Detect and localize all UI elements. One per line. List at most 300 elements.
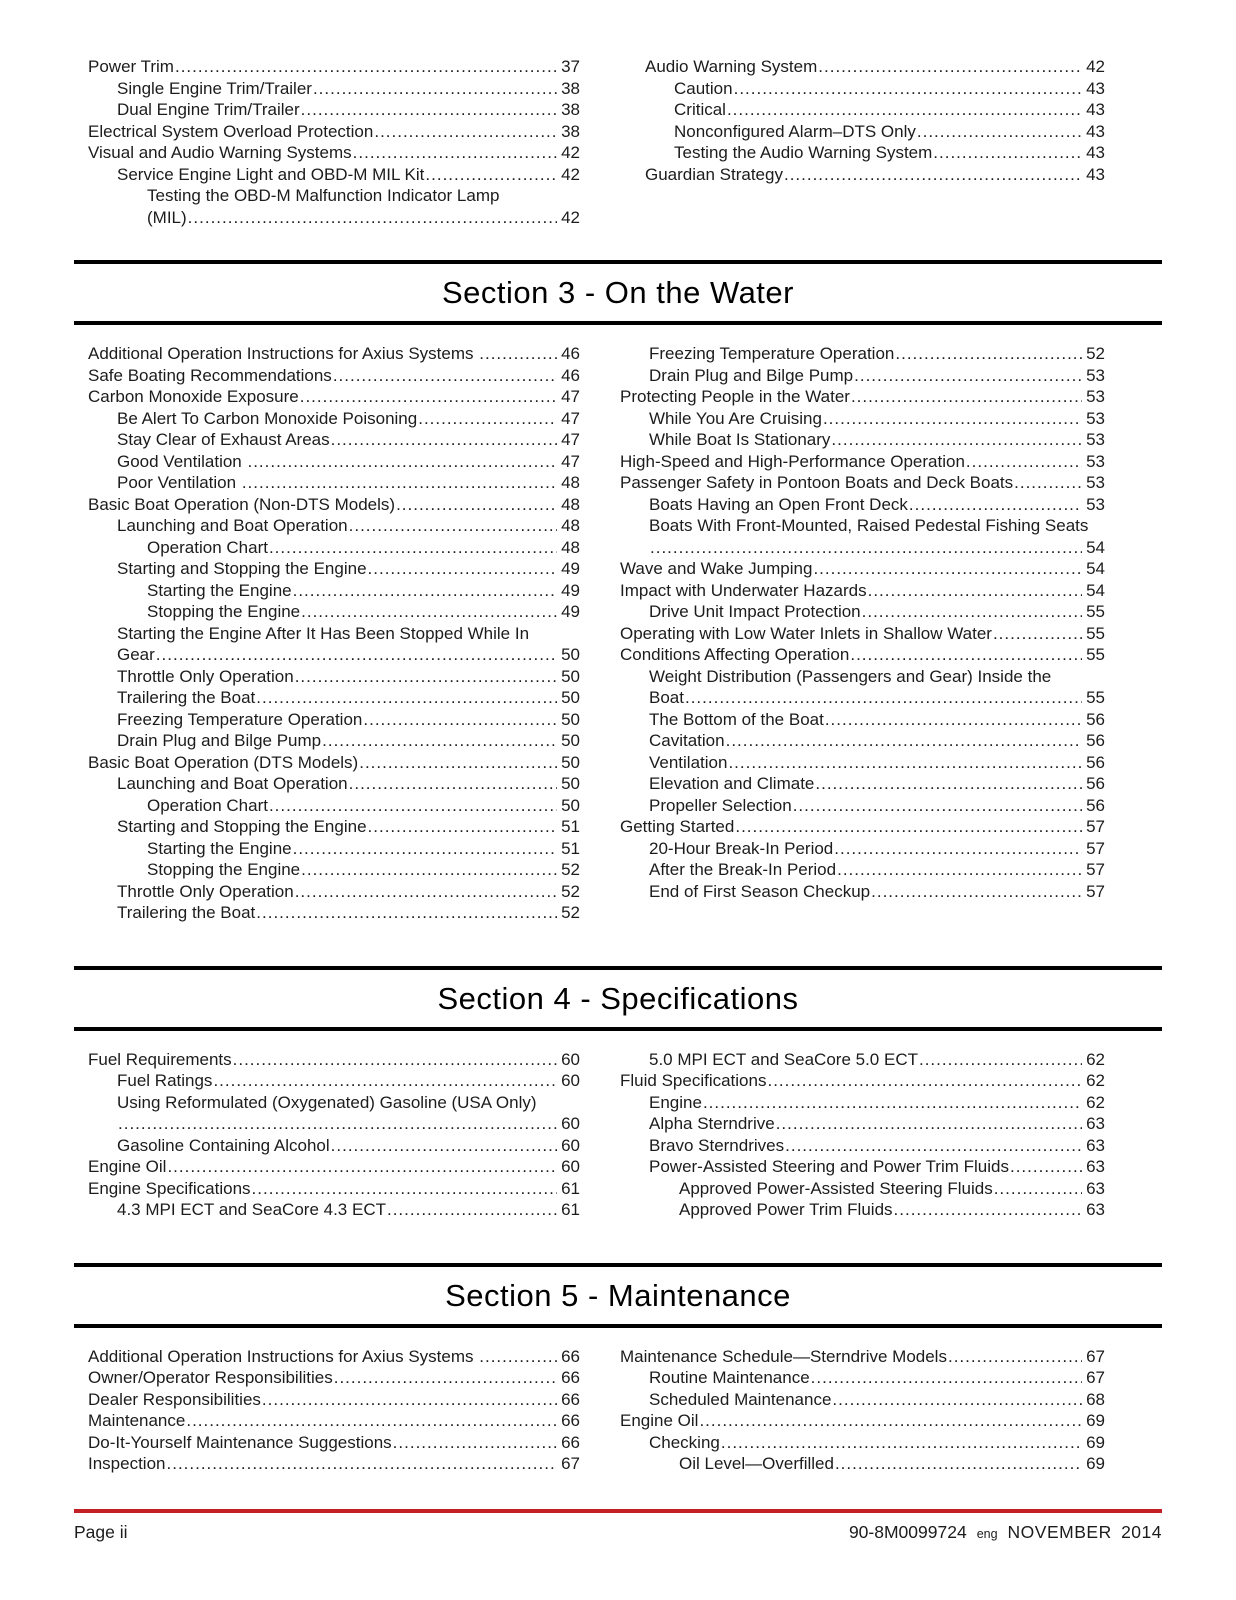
toc-dot-leader [767, 1070, 1082, 1092]
toc-entry-page-number: 57 [1086, 860, 1105, 879]
toc-entry-page-number: 51 [561, 817, 580, 836]
toc-entry-page-number: 53 [1086, 451, 1105, 471]
toc-dot-leader [349, 773, 557, 795]
toc-entry-page-number: 63 [1086, 1135, 1105, 1155]
toc-columns [74, 1346, 1162, 1475]
toc-entry-page-number: 42 [561, 207, 580, 227]
toc-entry-title: Oil Level—Overfilled [679, 1454, 834, 1473]
toc-entry [620, 472, 1105, 494]
toc-entry [88, 365, 580, 387]
toc-entry-page-number: 53 [1086, 494, 1105, 514]
toc-entry [88, 580, 580, 602]
toc-entry [88, 515, 580, 537]
toc-dot-leader [479, 343, 557, 365]
toc-entry-title: Starting the Engine After It Has Been Stopped While In [117, 623, 530, 643]
toc-entry [620, 515, 1105, 537]
toc-entry-page-number: 50 [561, 752, 580, 772]
toc-dot-leader [818, 56, 1082, 78]
toc-entry-title: Power-Assisted Steering and Power Trim Fluids [649, 1157, 1009, 1176]
toc-entry-title: Testing the Audio Warning System [674, 143, 933, 162]
toc-entry-page-number: 53 [1086, 365, 1105, 385]
toc-dot-leader [868, 580, 1082, 602]
toc-dot-leader [854, 365, 1082, 387]
toc-entry-page-number: 50 [561, 731, 580, 750]
toc-entry-title: Boats Having an Open Front Deck [649, 494, 908, 514]
toc-entry-page-number: 55 [1086, 602, 1105, 621]
toc-entry [620, 343, 1105, 365]
toc-entry [620, 365, 1105, 387]
toc-entry-page-number: 56 [1086, 731, 1105, 750]
toc-dot-leader [1014, 472, 1082, 494]
toc-entry-title: Engine Specifications [88, 1178, 251, 1198]
toc-entry-page-number: 42 [561, 164, 580, 184]
toc-entry [88, 666, 580, 688]
footer-page-label: Page ii [74, 1522, 128, 1542]
toc-entry-page-number: 66 [561, 1389, 580, 1409]
toc-entry-page-number: 37 [561, 57, 580, 76]
toc-entry [88, 185, 580, 207]
toc-entry-title: Dual Engine Trim/Trailer [117, 100, 300, 119]
toc-entry [88, 1410, 580, 1432]
footer-rule [74, 1509, 1162, 1513]
toc-entry-title: Passenger Safety in Pontoon Boats and Deck Boats [620, 473, 1014, 492]
toc-entry-title: Impact with Underwater Hazards [620, 580, 867, 600]
toc-entry-page-number: 49 [561, 580, 580, 600]
toc-dot-leader [837, 859, 1082, 881]
toc-dot-leader [213, 1070, 557, 1092]
toc-entry-page-number: 57 [1086, 817, 1105, 836]
toc-dot-leader [349, 515, 557, 537]
toc-entry-page-number: 47 [561, 408, 580, 428]
toc-dot-leader [269, 795, 557, 817]
toc-dot-leader [815, 773, 1082, 795]
toc-entry [620, 1156, 1105, 1178]
toc-entry-page-number: 60 [561, 1135, 580, 1155]
toc-dot-leader [895, 343, 1082, 365]
toc-entry-page-number: 55 [1086, 623, 1105, 643]
toc-entry [88, 1113, 580, 1135]
toc-dot-leader [862, 601, 1082, 623]
toc-entry-title: Alpha Sterndrive [649, 1114, 775, 1133]
toc-entry-title: Additional Operation Instructions for Axius Systems [88, 344, 479, 363]
toc-entry [620, 666, 1105, 688]
toc-entry-title: Using Reformulated (Oxygenated) Gasoline (USA Only) [117, 1092, 537, 1112]
toc-entry-page-number: 57 [1086, 881, 1105, 901]
toc-entry-page-number: 43 [1086, 164, 1105, 184]
toc-entry-title: Basic Boat Operation (DTS Models) [88, 752, 359, 772]
toc-dot-leader [167, 1453, 558, 1475]
toc-column-left [88, 1346, 580, 1475]
toc-entry [620, 558, 1105, 580]
toc-entry [88, 142, 580, 164]
toc-dot-leader [734, 78, 1082, 100]
toc-dot-leader [650, 537, 1082, 559]
toc-entry-page-number: 38 [561, 121, 580, 141]
toc-entry [645, 142, 1105, 164]
toc-entry-title: Engine [649, 1092, 702, 1112]
toc-dot-leader [186, 1410, 557, 1432]
toc-entry-title: Fuel Requirements [88, 1049, 232, 1069]
toc-entry-title: Starting the Engine [147, 580, 292, 600]
toc-entry-title: Drain Plug and Bilge Pump [649, 365, 854, 385]
toc-entry [88, 859, 580, 881]
toc-entry [88, 1432, 580, 1454]
toc-entry-page-number: 67 [1086, 1368, 1105, 1387]
toc-dot-leader [175, 56, 557, 78]
toc-dot-leader [966, 451, 1082, 473]
toc-entry [645, 56, 1105, 78]
toc-entry [88, 429, 580, 451]
toc-dot-leader [301, 859, 557, 881]
toc-entry-title: Cavitation [649, 731, 725, 750]
toc-dot-leader [919, 1049, 1082, 1071]
toc-entry [88, 1135, 580, 1157]
toc-dot-leader [776, 1113, 1082, 1135]
toc-entry-page-number: 56 [1086, 795, 1105, 815]
toc-entry [620, 1410, 1105, 1432]
toc-entry-title: Gear [117, 645, 155, 664]
toc-dot-leader [850, 644, 1082, 666]
section-title: Section 4 - Specifications [437, 980, 799, 1016]
toc-dot-leader [333, 365, 557, 387]
toc-dot-leader [368, 816, 558, 838]
toc-entry [620, 451, 1105, 473]
toc-dot-leader [331, 429, 557, 451]
toc-entry [620, 644, 1105, 666]
toc-entry [88, 1070, 580, 1092]
toc-dot-leader [293, 580, 557, 602]
toc-dot-leader [917, 121, 1082, 143]
toc-entry [645, 78, 1105, 100]
toc-entry-page-number: 69 [1086, 1432, 1105, 1452]
toc-entry [645, 164, 1105, 186]
toc-entry [620, 752, 1105, 774]
toc-dot-leader [118, 1113, 557, 1135]
toc-entry-page-number: 56 [1086, 752, 1105, 772]
footer-doc-number: 90-8M0099724 [848, 1522, 967, 1542]
toc-entry-title: Weight Distribution (Passengers and Gear) Inside the [649, 666, 1052, 686]
toc-dot-leader [301, 99, 557, 121]
section-rule-bottom [74, 321, 1162, 325]
toc-entry-title: Fuel Ratings [117, 1071, 213, 1090]
toc-entry-page-number: 53 [1086, 408, 1105, 428]
toc-entry [620, 580, 1105, 602]
toc-dot-leader [479, 1346, 557, 1368]
toc-entry-page-number: 66 [561, 1411, 580, 1430]
toc-entry-title: Engine Oil [620, 1411, 699, 1430]
toc-entry-page-number: 63 [1086, 1114, 1105, 1133]
toc-entry-title: Engine Oil [88, 1157, 167, 1176]
toc-entry [620, 816, 1105, 838]
toc-entry-page-number: 60 [561, 1114, 580, 1133]
toc-entry-page-number: 43 [1086, 100, 1105, 119]
toc-entry [88, 795, 580, 817]
toc-entry-title: Approved Power Trim Fluids [679, 1200, 893, 1219]
toc-entry-page-number: 61 [561, 1200, 580, 1219]
toc-entry-title: Inspection [88, 1454, 166, 1473]
toc-entry-page-number: 42 [561, 143, 580, 162]
toc-entry-title: Single Engine Trim/Trailer [117, 78, 312, 98]
toc-dot-leader [823, 408, 1082, 430]
toc-entry-page-number: 63 [1086, 1200, 1105, 1219]
toc-entry-page-number: 67 [561, 1454, 580, 1473]
toc-entry-page-number: 52 [561, 881, 580, 901]
toc-entry-title: Bravo Sterndrives [649, 1135, 785, 1155]
toc-column-left [88, 56, 580, 228]
toc-dot-leader [825, 709, 1082, 731]
toc-entry [88, 343, 580, 365]
toc-entry-title: Critical [674, 100, 726, 119]
toc-entry [88, 902, 580, 924]
toc-dot-leader [933, 142, 1082, 164]
toc-entry-page-number: 52 [1086, 344, 1105, 363]
toc-entry [88, 207, 580, 229]
toc-dot-leader [256, 687, 557, 709]
toc-entry-title: Starting the Engine [147, 838, 292, 858]
toc-entry-title: Ventilation [649, 752, 728, 772]
toc-dot-leader [300, 386, 557, 408]
toc-entry-page-number: 48 [561, 516, 580, 535]
toc-entry-title: Service Engine Light and OBD-M MIL Kit [117, 164, 425, 184]
toc-entry [620, 881, 1105, 903]
toc-entry-title: Approved Power-Assisted Steering Fluids [679, 1178, 993, 1198]
toc-entry [88, 472, 580, 494]
toc-dot-leader [726, 730, 1082, 752]
toc-dot-leader [948, 1346, 1082, 1368]
toc-entry-title: Drive Unit Impact Protection [649, 602, 861, 621]
toc-entry-title: Freezing Temperature Operation [649, 344, 895, 363]
toc-entry-page-number: 54 [1086, 559, 1105, 578]
toc-dot-leader [418, 408, 557, 430]
toc-dot-leader [909, 494, 1082, 516]
toc-dot-leader [313, 78, 557, 100]
toc-entry [88, 816, 580, 838]
toc-entry-title: 20-Hour Break-In Period [649, 838, 834, 858]
toc-entry-title: Good Ventilation [117, 451, 247, 471]
toc-entry-page-number: 55 [1086, 688, 1105, 707]
toc-dot-leader [368, 558, 558, 580]
toc-entry-page-number: 47 [561, 451, 580, 471]
toc-dot-leader [262, 1389, 557, 1411]
toc-entry [620, 773, 1105, 795]
toc-entry-page-number: 50 [561, 645, 580, 664]
toc-entry [620, 1432, 1105, 1454]
toc-entry [620, 795, 1105, 817]
toc-entry [88, 601, 580, 623]
toc-entry-page-number: 43 [1086, 121, 1105, 141]
toc-entry-title: Elevation and Climate [649, 774, 815, 793]
toc-entry-page-number: 38 [561, 78, 580, 98]
toc-entry-title: Routine Maintenance [649, 1368, 810, 1387]
toc-entry-title: Owner/Operator Responsibilities [88, 1368, 333, 1387]
toc-entry-title: Safe Boating Recommendations [88, 365, 332, 385]
section-rule-bottom [74, 1324, 1162, 1328]
toc-entry-title: Operating with Low Water Inlets in Shallow Water [620, 623, 992, 643]
toc-entry [88, 687, 580, 709]
footer-date: NOVEMBER 2014 [1007, 1522, 1162, 1542]
toc-column-right [620, 343, 1105, 924]
toc-entry-title: Power Trim [88, 57, 174, 76]
toc-entry-title: After the Break-In Period [649, 860, 837, 879]
toc-entry [620, 1113, 1105, 1135]
toc-entry-title: Dealer Responsibilities [88, 1389, 261, 1409]
toc-dot-leader [269, 537, 557, 559]
toc-dot-leader [832, 1389, 1082, 1411]
toc-entry [88, 537, 580, 559]
toc-entry-page-number: 62 [1086, 1092, 1105, 1112]
toc-entry [620, 859, 1105, 881]
toc-dot-leader [785, 1135, 1082, 1157]
toc-entry [88, 709, 580, 731]
section-title: Section 5 - Maintenance [445, 1277, 791, 1313]
toc-dot-leader [353, 142, 557, 164]
toc-entry-title: 5.0 MPI ECT and SeaCore 5.0 ECT [649, 1049, 918, 1069]
toc-columns [74, 1049, 1162, 1221]
toc-dot-leader [252, 1178, 558, 1200]
toc-entry-title: Additional Operation Instructions for Axius Systems [88, 1346, 479, 1366]
toc-dot-leader [685, 687, 1082, 709]
toc-entry [645, 121, 1105, 143]
toc-entry [620, 1135, 1105, 1157]
toc-entry [88, 1049, 580, 1071]
toc-entry-page-number: 60 [561, 1157, 580, 1176]
toc-entry-title: Carbon Monoxide Exposure [88, 387, 299, 406]
toc-entry-page-number: 62 [1086, 1071, 1105, 1090]
toc-entry-title: High-Speed and High-Performance Operation [620, 451, 965, 471]
toc-entry [88, 1346, 580, 1368]
toc-entry [88, 56, 580, 78]
toc-dot-leader [813, 558, 1082, 580]
toc-entry-title: Scheduled Maintenance [649, 1389, 832, 1409]
toc-entry-title: Freezing Temperature Operation [117, 709, 363, 729]
toc-dot-leader [242, 472, 557, 494]
toc-entry-title: Be Alert To Carbon Monoxide Poisoning [117, 408, 418, 428]
toc-column-left [88, 1049, 580, 1221]
toc-entry [620, 1178, 1105, 1200]
toc-entry-page-number: 54 [1086, 537, 1105, 557]
toc-entry-page-number: 56 [1086, 709, 1105, 729]
toc-dot-leader [256, 902, 557, 924]
toc-entry-title: Launching and Boat Operation [117, 774, 348, 793]
toc-column-right [620, 1049, 1105, 1221]
toc-dot-leader [894, 1199, 1083, 1221]
toc-entry [620, 1070, 1105, 1092]
toc-entry-page-number: 50 [561, 666, 580, 686]
toc-dot-leader [331, 1135, 557, 1157]
toc-dot-leader [295, 666, 557, 688]
toc-column-left [88, 343, 580, 924]
toc-dot-leader [301, 601, 557, 623]
toc-entry-title: (MIL) [147, 207, 187, 227]
toc-dot-leader [334, 1367, 557, 1389]
toc-entry [88, 752, 580, 774]
toc-entry-title: Fluid Specifications [620, 1071, 767, 1090]
toc-dot-leader [425, 164, 557, 186]
toc-dot-leader [322, 730, 557, 752]
toc-entry-page-number: 46 [561, 344, 580, 363]
toc-entry-page-number: 62 [1086, 1049, 1105, 1069]
toc-entry [88, 408, 580, 430]
toc-entry-title: While You Are Cruising [649, 408, 822, 428]
toc-entry-title: Visual and Audio Warning Systems [88, 143, 352, 162]
toc-entry-title: Operation Chart [147, 795, 268, 815]
toc-columns [74, 343, 1162, 924]
toc-entry-page-number: 43 [1086, 78, 1105, 98]
toc-entry-title: Poor Ventilation [117, 473, 241, 492]
toc-dot-leader [1010, 1156, 1082, 1178]
toc-entry [620, 623, 1105, 645]
toc-entry-page-number: 66 [561, 1346, 580, 1366]
toc-entry-page-number: 61 [561, 1178, 580, 1198]
toc-entry-page-number: 63 [1086, 1178, 1105, 1198]
toc-entry-title: Starting and Stopping the Engine [117, 817, 367, 836]
toc-entry [88, 623, 580, 645]
toc-entry-page-number: 54 [1086, 580, 1105, 600]
toc-entry-page-number: 48 [561, 537, 580, 557]
footer-language-code: eng [976, 1527, 998, 1541]
toc-dot-leader [871, 881, 1082, 903]
toc-dot-leader [727, 99, 1082, 121]
toc-entry-page-number: 66 [561, 1432, 580, 1452]
toc-entry [620, 709, 1105, 731]
toc-entry-title: Protecting People in the Water [620, 387, 850, 406]
toc-entry-title: The Bottom of the Boat [649, 709, 824, 729]
toc-entry-title: Checking [649, 1432, 720, 1452]
toc-entry [620, 1389, 1105, 1411]
toc-entry [88, 121, 580, 143]
section-rule-bottom [74, 1027, 1162, 1031]
toc-dot-leader [834, 838, 1082, 860]
toc-entry-page-number: 49 [561, 602, 580, 621]
toc-entry-title: Nonconfigured Alarm–DTS Only [674, 121, 916, 141]
toc-dot-leader [167, 1156, 557, 1178]
toc-entry [620, 1092, 1105, 1114]
toc-entry-title: Drain Plug and Bilge Pump [117, 731, 322, 750]
toc-entry-title: Testing the OBD-M Malfunction Indicator Lamp [147, 186, 500, 205]
toc-dot-leader [721, 1432, 1082, 1454]
toc-entry-page-number: 68 [1086, 1389, 1105, 1409]
toc-entry-title: Electrical System Overload Protection [88, 121, 374, 141]
toc-entry [620, 429, 1105, 451]
toc-entry [645, 99, 1105, 121]
toc-dot-leader [247, 451, 557, 473]
toc-entry-title: Propeller Selection [649, 795, 792, 815]
toc-entry-title: 4.3 MPI ECT and SeaCore 4.3 ECT [117, 1200, 386, 1219]
toc-entry [88, 558, 580, 580]
toc-entry-title: Gasoline Containing Alcohol [117, 1135, 330, 1155]
toc-entry-title: Stopping the Engine [147, 860, 301, 879]
toc-dot-leader [699, 1410, 1082, 1432]
toc-entry [88, 1178, 580, 1200]
toc-dot-leader [233, 1049, 557, 1071]
toc-entry [88, 494, 580, 516]
toc-entry [88, 164, 580, 186]
toc-dot-leader [851, 386, 1082, 408]
toc-entry-title: Caution [674, 78, 733, 98]
toc-entry-page-number: 53 [1086, 430, 1105, 449]
toc-entry-title: Trailering the Boat [117, 688, 256, 707]
toc-dot-leader [835, 1453, 1082, 1475]
toc-dot-leader [363, 709, 557, 731]
toc-entry [620, 687, 1105, 709]
toc-entry [620, 408, 1105, 430]
toc-entry-title: Guardian Strategy [645, 164, 783, 184]
toc-dot-leader [784, 164, 1082, 186]
toc-entry [88, 78, 580, 100]
toc-entry-title: Maintenance [88, 1411, 186, 1430]
toc-entry-page-number: 52 [561, 860, 580, 879]
toc-entry-page-number: 57 [1086, 838, 1105, 858]
